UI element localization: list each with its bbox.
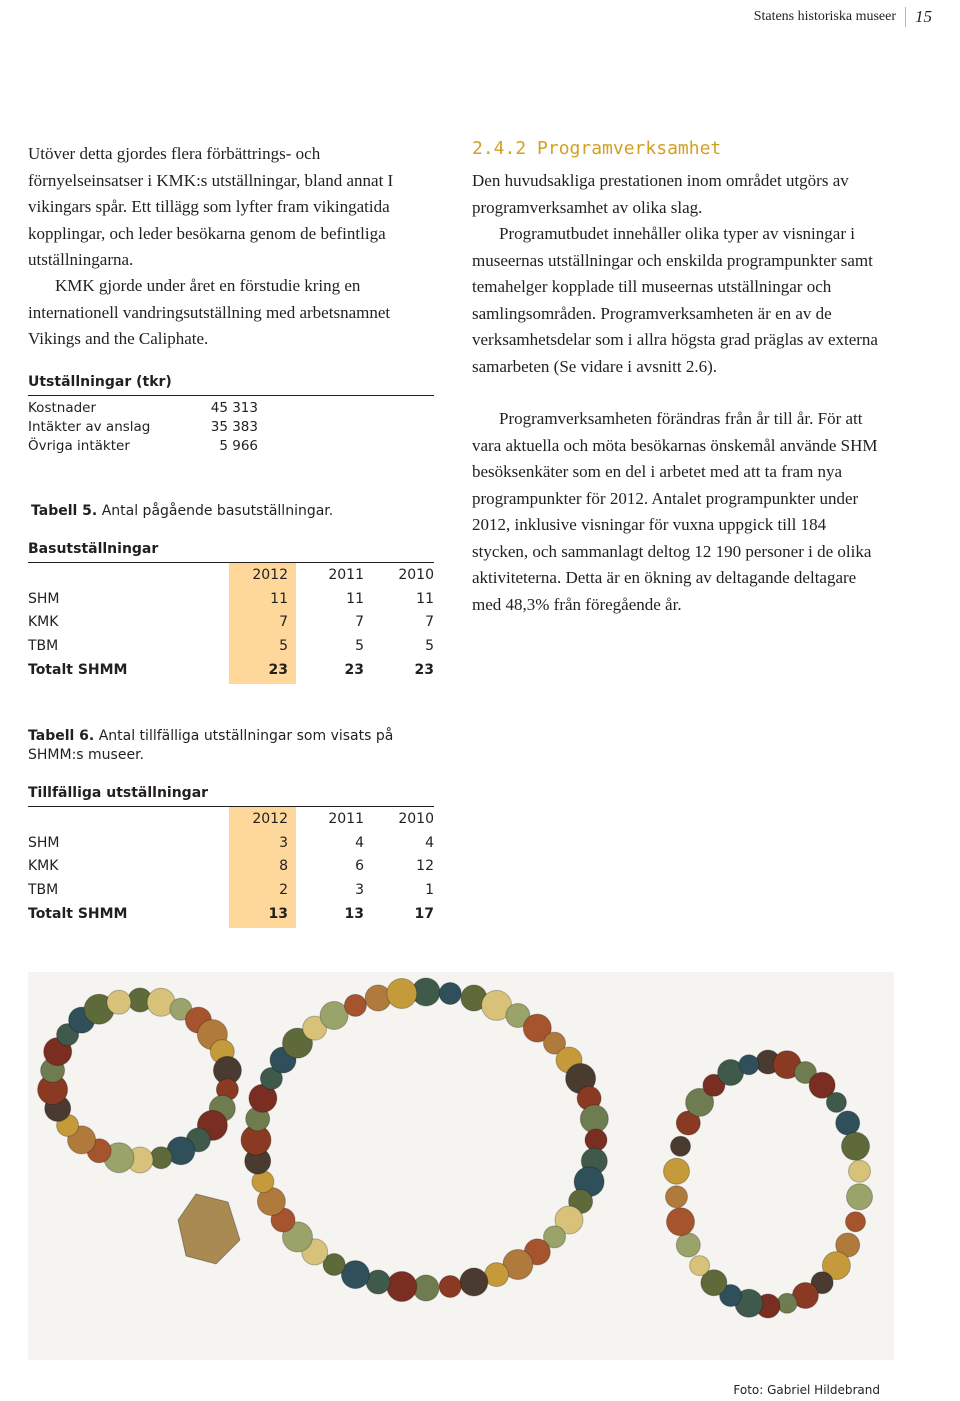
right-paragraph-3: Programverksamheten förändras från år till år. För att vara aktuella och möta besökarnas önskemål använde SHM besöksenkäter som en del i arbetet med att ta fram nya programpunkter för 2012. Antalet programpunkter under 2012, inklusive visningar för vuxna uppgick till 184 stycken, och sammanlagt deltog 12 190 personer i de olika aktiviteterna. Detta är en ökning av deltagande deltagare med 48,3% från föregående år. [472,409,878,614]
cell: 4 [355,835,364,851]
table5-header-row [28,567,434,590]
bead [150,1147,172,1169]
finance-label: Kostnader [28,400,97,416]
cell: 1 [425,882,434,898]
table5-caption-text: Antal pågående basutställningar. [101,503,334,519]
bead [439,983,461,1005]
year-2012: 2012 [252,811,288,827]
table-row [28,638,434,661]
table5-caption [31,502,441,521]
small-bracelet [38,988,242,1173]
finance-table-title: Utställningar (tkr) [28,374,172,390]
bead [460,1268,488,1296]
left-paragraph-1: Utöver detta gjordes flera förbättrings- och förnyelseinsatser i KMK:s utställningar, bland annat I vikingars spår. Ett tillägg som lyfter fram vikingatida kopplingar, och leder besökarna genom de befintliga utställningarna. [28,144,394,269]
table-row [28,591,434,614]
table6-caption [28,727,438,765]
bead [666,1186,688,1208]
table-row [28,858,434,881]
table-total-row [28,906,434,929]
section-heading: 2.4.2 Programverksamhet [472,138,722,159]
right-bracelet [664,1050,873,1318]
finance-table-rule [28,395,434,396]
table6-caption-label: Tabell 6. [28,728,95,744]
year-2010: 2010 [398,567,434,583]
cell: 7 [355,614,364,630]
bead [344,994,366,1016]
row-label: SHM [28,835,60,851]
bead [846,1212,866,1232]
cell: 4 [425,835,434,851]
table-row [28,614,434,637]
cell: 7 [279,614,288,630]
bead [107,990,131,1014]
bead-necklaces-illustration [28,972,894,1360]
cell: 5 [355,638,364,654]
year-2011: 2011 [328,811,364,827]
table-row [28,835,434,858]
table5-caption-label: Tabell 5. [31,503,98,519]
cell: 13 [268,906,288,922]
running-header [754,7,932,27]
table6-header-row [28,811,434,834]
cell: 23 [414,662,434,678]
row-label: TBM [28,882,59,898]
cell: 12 [416,858,434,874]
bead [341,1261,369,1289]
cell: 6 [355,858,364,874]
bead [690,1256,710,1276]
cell: 3 [355,882,364,898]
cell: 3 [279,835,288,851]
bead-necklaces-photo [28,972,894,1360]
photo-credit: Foto: Gabriel Hildebrand [733,1383,880,1397]
cell: 5 [279,638,288,654]
cell: 8 [279,858,288,874]
row-label: SHM [28,591,60,607]
bead [320,1002,348,1030]
table6-caption-text: Antal tillfälliga utställningar som visats på SHMM:s museer. [28,728,394,763]
cell: 11 [346,591,364,607]
bead [739,1055,759,1075]
table6-title: Tillfälliga utställningar [28,785,209,801]
right-paragraph-2: Programutbudet innehåller olika typer av visningar i museernas utställningar och enskilda programpunkter samt temahelger kopplade till museernas utställningar och samlingsområden. Programverksamheten är en av de verksamhetsdelar som i allra högsta grad präglas av externa samarbeten (Se vidare i avsnitt 2.6). [472,224,878,376]
finance-row [28,419,258,438]
cell: 2 [279,882,288,898]
table-row [28,882,434,905]
bead [585,1129,607,1151]
year-2010: 2010 [398,811,434,827]
year-2012: 2012 [252,567,288,583]
row-label: TBM [28,638,59,654]
large-necklace [241,978,608,1302]
cell: 11 [270,591,288,607]
bead [847,1184,873,1210]
bead [842,1132,870,1160]
left-paragraph-2: KMK gjorde under året en förstudie kring en internationell vandringsutställning med arbetsnamnet Vikings and the Caliphate. [28,276,391,348]
row-label: KMK [28,614,59,630]
cell: 7 [425,614,434,630]
bead [826,1092,846,1112]
cell: 17 [414,906,434,922]
cell: 11 [416,591,434,607]
cell: 23 [268,662,288,678]
bead [667,1208,695,1236]
finance-label: Intäkter av anslag [28,419,151,435]
bead [849,1160,871,1182]
row-label: KMK [28,858,59,874]
cell: 23 [344,662,364,678]
total-label: Totalt SHMM [28,662,128,678]
bead [836,1111,860,1135]
bead [671,1136,691,1156]
pendant [178,1194,240,1264]
bead [676,1233,700,1257]
page-number: 15 [915,7,932,26]
table5-title: Basutställningar [28,541,159,557]
finance-row [28,400,258,419]
finance-row [28,438,258,457]
cell: 13 [344,906,364,922]
cell: 5 [425,638,434,654]
bead [387,979,417,1009]
right-paragraph-1: Den huvudsakliga prestationen inom området utgörs av programverksamhet av olika slag. [472,171,849,217]
finance-value: 45 313 [210,400,258,416]
year-2011: 2011 [328,567,364,583]
finance-label: Övriga intäkter [28,438,130,454]
finance-value: 35 383 [210,419,258,435]
table-total-row [28,662,434,685]
finance-value: 5 966 [219,438,258,454]
bead [387,1272,417,1302]
publication-title: Statens historiska museer [753,9,896,24]
total-label: Totalt SHMM [28,906,128,922]
bead [664,1158,690,1184]
bead [439,1276,461,1298]
